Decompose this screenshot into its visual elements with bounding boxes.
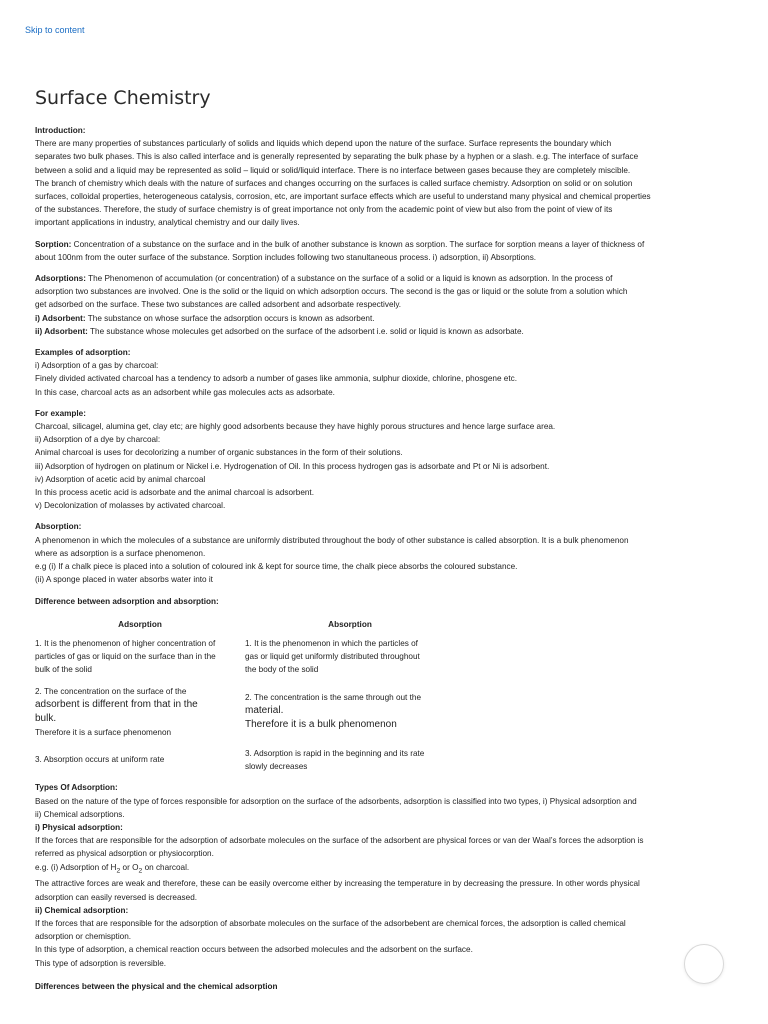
for-example-line: Charcoal, silicagel, alumina get, clay etc; are highly good adsorbents because they have highly porous structures and hence large surface area. xyxy=(35,422,556,432)
types-section xyxy=(35,781,733,993)
for-example-line: iv) Adsorption of acetic acid by animal charcoal xyxy=(35,474,206,484)
skip-to-content-link[interactable]: Skip to content xyxy=(25,25,85,35)
types-line: ii) Chemical adsorptions. xyxy=(35,809,125,819)
examples-line: Finely divided activated charcoal has a tendency to adsorb a number of gases like ammonia, sulphur dioxide, chlorine, phosgene etc. xyxy=(35,374,517,384)
cell-line: gas or liquid get uniformly distributed throughout xyxy=(245,652,420,662)
example-text: or O xyxy=(120,862,139,872)
cell-line: 3. Absorption occurs at uniform rate xyxy=(35,754,165,764)
difference-cell-left xyxy=(35,747,245,773)
chemical-line: adsorption or chemisption. xyxy=(35,932,132,942)
chemical-adsorption-heading: ii) Chemical adsorption: xyxy=(35,905,129,915)
cell-line: 1. It is the phenomenon of higher concentration of xyxy=(35,638,216,648)
for-example-line: Animal charcoal is uses for decolorizing a number of organic substances in the form of their solutions. xyxy=(35,448,403,458)
difference-cell-left xyxy=(35,685,245,739)
difference-row xyxy=(35,685,733,739)
intro-line: The branch of chemistry which deals with the nature of surfaces and changes occurring on the surfaces is called surface chemistry. Adsorption on solid or on solution xyxy=(35,178,633,188)
cell-line: 1. It is the phenomenon in which the particles of xyxy=(245,638,418,648)
cell-line: adsorbent is different from that in the xyxy=(35,698,198,710)
subscript: 2 xyxy=(138,867,143,875)
adsorbate-definition xyxy=(35,325,733,338)
cell-line: 3. Adsorption is rapid in the beginning and its rate xyxy=(245,748,425,758)
cell-line: bulk of the solid xyxy=(35,665,92,675)
article-content xyxy=(35,86,733,993)
for-example-section xyxy=(35,407,733,513)
difference-row xyxy=(35,637,733,677)
adsorbate-text: The substance whose molecules get adsorbed on the surface of the adsorbent i.e. solid or liquid is known as adsorbate. xyxy=(87,326,524,336)
physical-adsorption-heading: i) Physical adsorption: xyxy=(35,822,123,832)
cell-line: material. xyxy=(245,704,284,716)
cell-line: Therefore it is a bulk phenomenon xyxy=(245,718,397,730)
cell-line: particles of gas or liquid on the surface than in the xyxy=(35,652,216,662)
physical-line: If the forces that are responsible for the adsorption of adsorbate molecules on the surface of the adsorbent are physical forces or van der Waal’s forces the adsorption is xyxy=(35,836,644,846)
sorption-line xyxy=(35,238,733,251)
difference-cell-left xyxy=(35,637,245,677)
adsorbent-definition xyxy=(35,312,733,325)
intro-line: of the substances. Therefore, the study of surface chemistry is of great importance not only from the academic point of view but also from the point of view of its xyxy=(35,205,613,215)
example-text: on charcoal. xyxy=(142,862,190,872)
intro-heading: Introduction: xyxy=(35,126,86,135)
types-heading: Types Of Adsorption: xyxy=(35,783,118,793)
page-title: Surface Chemistry xyxy=(35,87,211,109)
sorption-label: Sorption: xyxy=(35,239,72,249)
floating-action-button[interactable] xyxy=(684,944,724,984)
adsorbate-label: ii) Adsorbent: xyxy=(35,326,88,336)
difference-cell-right xyxy=(245,637,465,677)
difference-section xyxy=(35,595,733,774)
cell-line: slowly decreases xyxy=(245,762,308,772)
subscript: 2 xyxy=(116,867,121,875)
cell-line: Therefore it is a surface phenomenon xyxy=(35,727,172,737)
column-header-adsorption: Adsorption xyxy=(118,619,162,629)
difference-cell-right xyxy=(245,747,465,773)
types-line: Based on the nature of the type of forces responsible for adsorption on the surface of the adsorbents, adsorption is classified into two types, i) Physical adsorption and xyxy=(35,796,637,806)
cell-line: the body of the solid xyxy=(245,665,319,675)
for-example-line: v) Decolonization of molasses by activated charcoal. xyxy=(35,501,226,511)
examples-section xyxy=(35,346,733,399)
difference-row xyxy=(35,747,733,773)
adsorptions-line: adsorption two substances are involved. One is the solid or the liquid on which adsorption occurs. The second is the gas or liquid or the solute from a solution which xyxy=(35,287,628,297)
absorption-line: where as adsorption is a surface phenomenon. xyxy=(35,548,206,558)
absorption-line: (ii) A sponge placed in water absorbs water into it xyxy=(35,575,213,585)
adsorptions-label: Adsorptions: xyxy=(35,274,86,284)
difference-heading: Difference between adsorption and absorption: xyxy=(35,596,219,606)
cell-line: 2. The concentration on the surface of the xyxy=(35,686,187,696)
intro-line: separates two bulk phases. This is also called interface and is generally represented by separating the bulk phase by a hyphen or a slash. e.g. The interface of surface xyxy=(35,152,639,162)
cell-line: 2. The concentration is the same through out the xyxy=(245,692,421,702)
adsorbent-text: The substance on whose surface the adsorption occurs is known as adsorbent. xyxy=(85,313,375,323)
examples-heading: Examples of adsorption: xyxy=(35,348,131,358)
difference-table-header xyxy=(35,618,733,631)
examples-line: i) Adsorption of a gas by charcoal: xyxy=(35,361,159,371)
intro-line: There are many properties of substances particularly of solids and liquids which depend upon the nature of the surface. Surface represents the boundary which xyxy=(35,139,612,149)
intro-line: surfaces, colloidal properties, heterogeneous catalysis, corrosion, etc, are important surface effects which are useful to understand many physical and chemical properties xyxy=(35,192,651,202)
sorption-text: Concentration of a substance on the surface and in the bulk of another substance is known as sorption. The surface for sorption means a layer of thickness of xyxy=(71,239,645,249)
intro-line: important applications in industry, analytical chemistry and our daily lives. xyxy=(35,218,300,228)
absorption-line: A phenomenon in which the molecules of a substance are uniformly distributed throughout the body of other substance is called absorption. It is a bulk phenomenon xyxy=(35,535,629,545)
absorption-heading: Absorption: xyxy=(35,522,82,532)
intro-section xyxy=(35,124,733,230)
examples-line: In this case, charcoal acts as an adsorbent while gas molecules acts as adsorbate. xyxy=(35,387,335,397)
chemical-line: This type of adsorption is reversible. xyxy=(35,958,167,968)
sorption-section xyxy=(35,238,733,264)
sorption-line: about 100nm from the outer surface of the substance. Sorption includes following two stanultaneous process. i) adsorption, ii) Absorptions. xyxy=(35,252,537,262)
physical-example xyxy=(35,861,733,878)
adsorptions-text: The Phenomenon of accumulation (or concentration) of a substance on the surface of a solid or a liquid is known as adsorption. In the process of xyxy=(85,274,613,284)
cell-line: bulk. xyxy=(35,712,57,724)
intro-line: between a solid and a liquid may be represented as solid – liquid or solid/liquid interface. There is no interface between gases because they are completely miscible. xyxy=(35,165,631,175)
chemical-line: If the forces that are responsible for the adsorption of absorbate molecules on the surface of the adsorbebent are chemical forces, the adsorption is called chemical xyxy=(35,919,626,928)
adsorptions-section xyxy=(35,272,733,338)
difference-cell-right xyxy=(245,685,465,739)
chemical-line: In this type of adsorption, a chemical reaction occurs between the adsorbed molecules and the adsorbent on the surface. xyxy=(35,945,473,955)
adsorbent-label: i) Adsorbent: xyxy=(35,313,86,323)
for-example-line: ii) Adsorption of a dye by charcoal: xyxy=(35,435,161,445)
adsorptions-line: get adsorbed on the surface. These two substances are called adsorbent and adsorbate respectively. xyxy=(35,300,402,310)
column-header-absorption: Absorption xyxy=(328,619,372,629)
differences-physical-chemical-heading: Differences between the physical and the chemical adsorption xyxy=(35,981,278,991)
for-example-line: In this process acetic acid is adsorbate and the animal charcoal is adsorbent. xyxy=(35,488,314,498)
absorption-section xyxy=(35,520,733,586)
absorption-line: e.g (i) If a chalk piece is placed into a solution of coloured ink & kept for source time, the chalk piece absorbs the coloured substance. xyxy=(35,562,518,572)
for-example-line: iii) Adsorption of hydrogen on platinum or Nickel i.e. Hydrogenation of Oil. In this process hydrogen gas is adsorbate and Pt or Ni is adsorbent. xyxy=(35,461,550,471)
physical-line: referred as physical adsorption or physiocorption. xyxy=(35,849,214,859)
example-text: e.g. (i) Adsorption of H xyxy=(35,862,117,872)
physical-line: The attractive forces are weak and therefore, these can be easily overcome either by increasing the temperature in by decreasing the pressure. In other words physical xyxy=(35,879,640,889)
adsorptions-line xyxy=(35,272,733,285)
for-example-heading: For example: xyxy=(35,408,86,418)
physical-line: adsorption can easily reversed is decreased. xyxy=(35,892,198,902)
